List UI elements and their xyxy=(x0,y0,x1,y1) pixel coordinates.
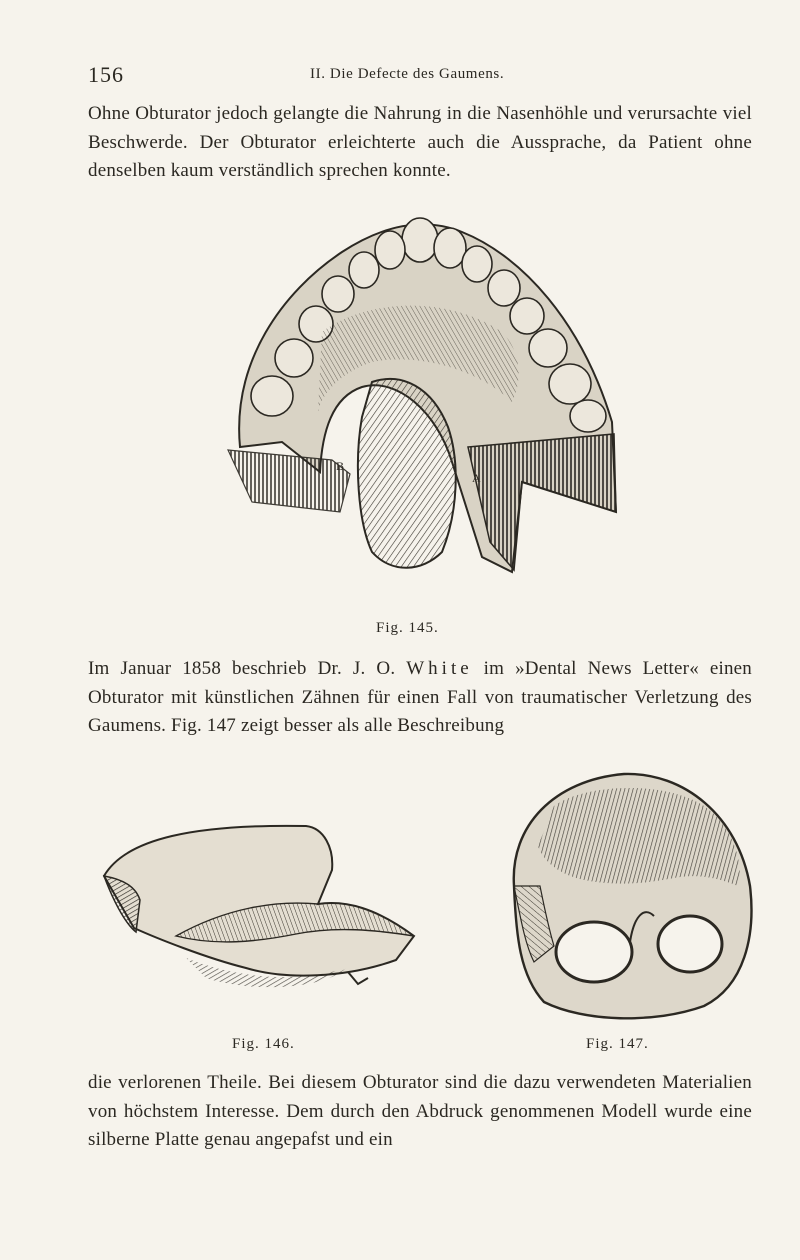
author-name: White xyxy=(406,658,473,679)
figure-146-caption: Fig. 146. xyxy=(232,1036,295,1052)
paragraph-2-text-end: im »Dental News Letter« einen Obturator mit künstlichen Zähnen für einen Fall von traumatischer Verletzung des Gaumens. Fig. 147 zeigt besser als alle Beschreibung xyxy=(88,658,753,736)
paragraph-2-text-start: Im Januar 1858 beschrieb Dr. J. O. xyxy=(88,658,407,679)
page-header xyxy=(88,62,748,90)
figure-145-label-a: A xyxy=(472,471,481,485)
paragraph-2 xyxy=(88,655,752,741)
figure-146-obturator-illustration xyxy=(96,808,426,1004)
figure-145-label-b: B xyxy=(336,459,345,473)
figure-147-obturator-plate-illustration xyxy=(494,766,758,1028)
figure-147-caption: Fig. 147. xyxy=(586,1036,649,1052)
paragraph-3: die verlorenen Theile. Bei diesem Obturator sind die dazu verwendeten Materialien von höchstem Interesse. Dem durch den Abdruck genommenen Modell wurde eine silberne Platte genau angepafst und ein xyxy=(88,1072,752,1150)
running-head: II. Die Defecte des Gaumens. xyxy=(310,66,505,82)
figure-145-maxilla-illustration xyxy=(222,212,618,607)
figure-145-caption: Fig. 145. xyxy=(376,620,439,636)
page-number: 156 xyxy=(88,62,124,87)
paragraph-1: Ohne Obturator jedoch gelangte die Nahrung in die Nasenhöhle und verursachte viel Beschwerde. Der Obturator erleichterte auch die Aussprache, da Patient ohne denselben kaum verständlich sprechen konnte. xyxy=(88,103,752,181)
